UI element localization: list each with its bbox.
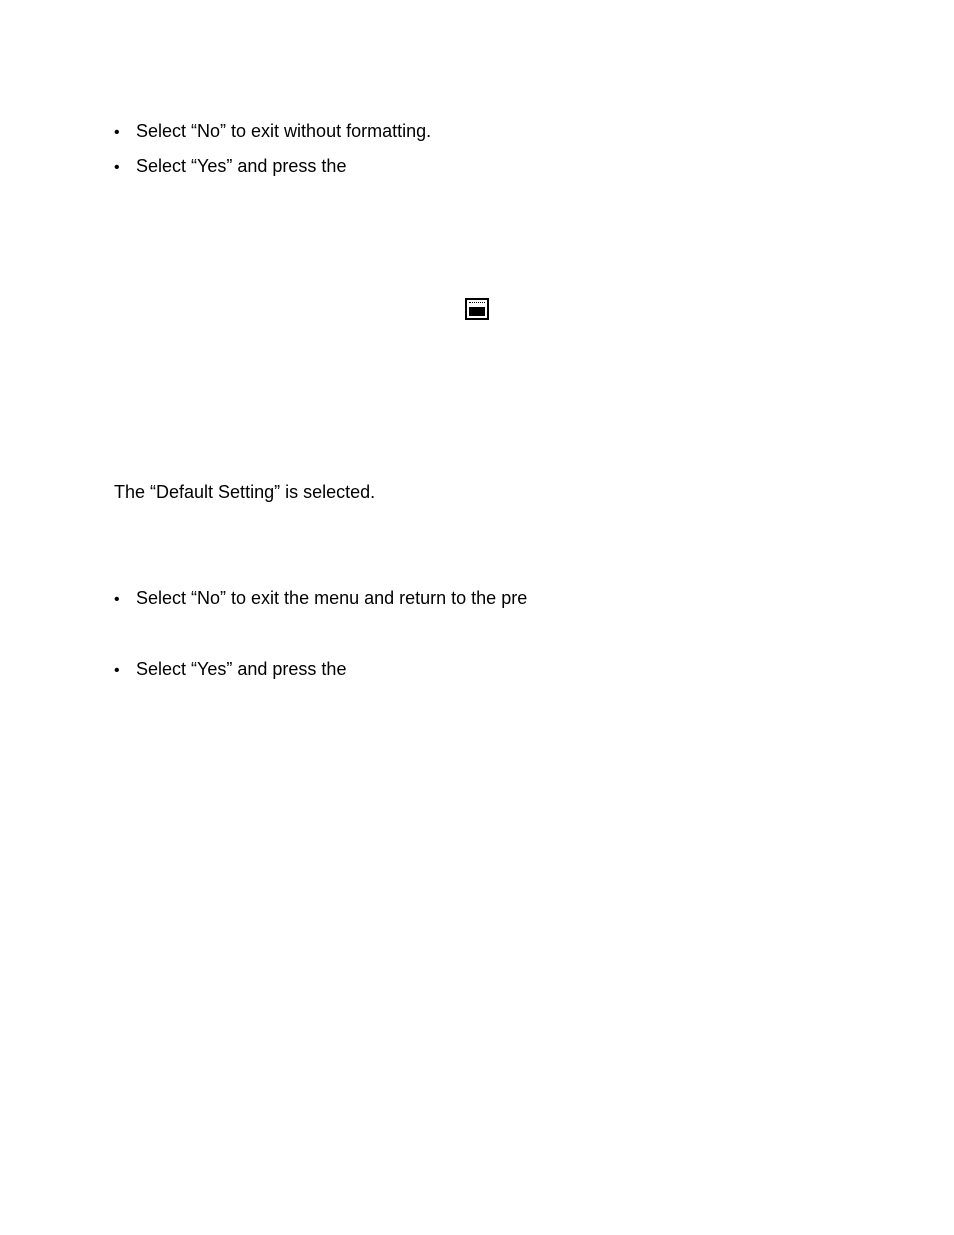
bullet-marker: • — [114, 591, 120, 608]
bullet-marker: • — [114, 124, 120, 141]
list-item-text: Select “Yes” and press the — [136, 659, 347, 679]
list-item-yes-press — [114, 155, 346, 179]
list-item-no-exit-format — [114, 120, 431, 144]
list-item-text: Select “No” to exit without formatting. — [136, 121, 432, 141]
list-item-text: Select “No” to exit the menu and return to the pre — [136, 588, 528, 608]
bullet-marker: • — [114, 159, 120, 176]
list-item-yes-press-2 — [114, 658, 346, 682]
list-item-text: Select “Yes” and press the — [136, 156, 347, 176]
bullet-marker: • — [114, 662, 120, 679]
menu-window-icon — [465, 298, 489, 320]
default-setting-text: The “Default Setting” is selected. — [114, 482, 376, 502]
list-item-no-exit-menu — [114, 587, 527, 611]
